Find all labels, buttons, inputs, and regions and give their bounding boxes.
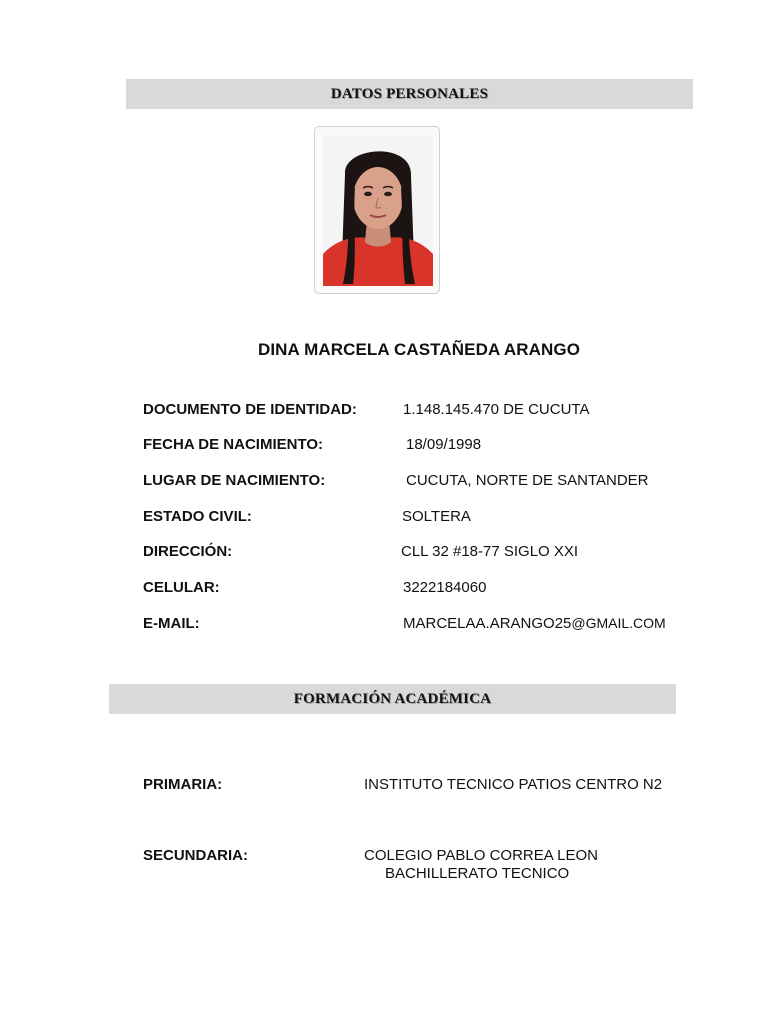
label-phone: CELULAR: — [143, 579, 220, 596]
value-phone: 3222184060 — [403, 579, 487, 596]
value-marital-status: SOLTERA — [402, 508, 471, 525]
value-address: CLL 32 #18-77 SIGLO XXI — [401, 543, 579, 560]
value-birth-place: CUCUTA, NORTE DE SANTANDER — [406, 472, 649, 489]
portrait-photo — [323, 136, 433, 286]
label-address: DIRECCIÓN: — [143, 543, 233, 560]
value-secondary-degree: BACHILLERATO TECNICO — [385, 865, 570, 882]
email-domain: @GMAIL.COM — [571, 615, 666, 631]
section-header-academic-training: FORMACIÓN ACADÉMICA — [109, 684, 676, 714]
profile-photo-frame — [314, 126, 440, 294]
label-primary-school: PRIMARIA: — [143, 776, 223, 793]
full-name: DINA MARCELA CASTAÑEDA ARANGO — [257, 340, 581, 359]
section-header-personal-data: DATOS PERSONALES — [126, 79, 693, 109]
value-identity-document: 1.148.145.470 DE CUCUTA — [403, 401, 590, 418]
label-marital-status: ESTADO CIVIL: — [143, 508, 252, 525]
value-birth-date: 18/09/1998 — [406, 436, 482, 453]
label-birth-place: LUGAR DE NACIMIENTO: — [143, 472, 326, 489]
label-email: E-MAIL: — [143, 615, 200, 632]
value-primary-school: INSTITUTO TECNICO PATIOS CENTRO N2 — [364, 776, 663, 793]
label-birth-date: FECHA DE NACIMIENTO: — [143, 436, 323, 453]
email-user: MARCELAA.ARANGO25 — [403, 615, 572, 632]
value-email — [403, 615, 666, 632]
label-identity-document: DOCUMENTO DE IDENTIDAD: — [143, 401, 357, 418]
label-secondary-school: SECUNDARIA: — [143, 847, 248, 864]
value-secondary-school: COLEGIO PABLO CORREA LEON — [364, 847, 598, 864]
